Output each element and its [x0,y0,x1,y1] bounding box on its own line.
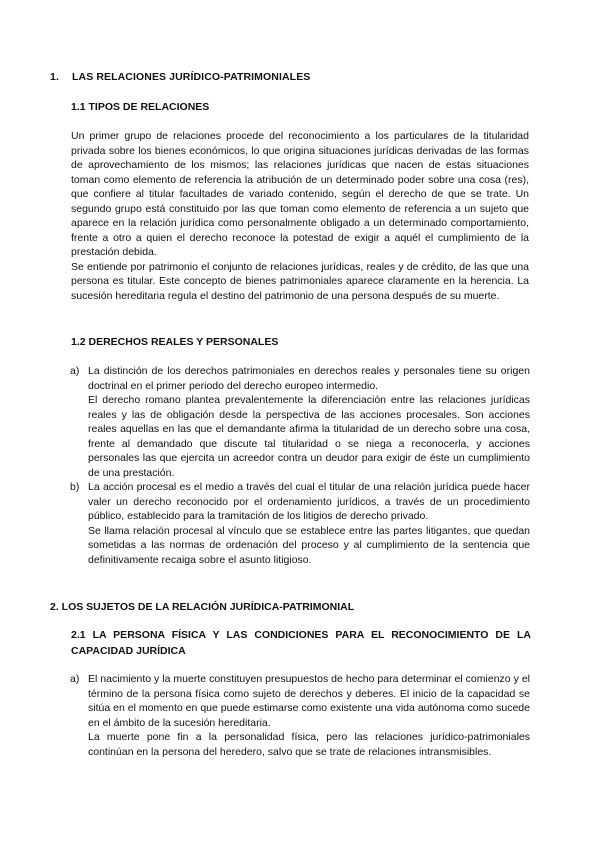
section-2-1-heading: 2.1 LA PERSONA FÍSICA Y LAS CONDICIONES PARA EL RECONOCIMIENTO DE LA CAPACIDAD JURÍDICA [71,629,531,657]
paragraph: Se entiende por patrimonio el conjunto de relaciones jurídicas, reales y de crédito, de las que una persona es titular. Este concepto de bienes patrimoniales aparece claramente en la herencia. La sucesión hereditaria regula el destino del patrimonio de una persona después de su muerte. [71,260,529,302]
section-1-title: LAS RELACIONES JURÍDICO-PATRIMONIALES [72,71,311,83]
list-marker: b) [70,481,80,493]
paragraph: El nacimiento y la muerte constituyen presupuestos de hecho para determinar el comienzo y el término de la persona física como sujeto de derechos y deberes. El inicio de la capacidad se sitúa en el momento en que puede estimarse como existente una vida autónoma como sucede en el ámbito de la sucesión hereditaria. [88,673,530,729]
section-1-1-heading: 1.1 TIPOS DE RELACIONES [71,101,210,113]
paragraph: Se llama relación procesal al vínculo que se establece entre las partes litigantes, que quedan sometidas a las normas de ordenación del proceso y al cumplimiento de la sentencia que definitivamente recaiga sobre el asunto litigioso. [88,524,530,566]
paragraph: La distinción de los derechos patrimoniales en derechos reales y personales tiene su origen doctrinal en el primer periodo del derecho europeo intermedio. [88,365,530,392]
section-1-number: 1. [50,71,59,83]
section-2-heading: 2. LOS SUJETOS DE LA RELACIÓN JURÍDICA-PATRIMONIAL [50,601,355,613]
list-marker: a) [70,365,80,377]
section-1-2-heading: 1.2 DERECHOS REALES Y PERSONALES [71,336,279,348]
list-marker: a) [70,673,80,685]
section-1-1-body [71,129,529,303]
paragraph: Un primer grupo de relaciones procede del reconocimiento a los particulares de la titularidad privada sobre los bienes económicos, lo que origina situaciones jurídicas derivadas de las formas de aprovechamiento de los mismos; las relaciones jurídicas que nacen de estas situaciones toman como elemento de referencia la atribución de un determinado poder sobre una cosa (res), que confiere al titular facultades de variado contenido, según el derecho de que se trate. Un segundo grupo está constituido por las que toman como elemento de referencia a un sujeto que aparece en la relación jurídica como personalmente obligado a un determinado comportamiento, frente a otro a quien el derecho reconoce la potestad de exigir a aquél el cumplimiento de la prestación debida. [71,130,529,258]
list-item [70,672,530,759]
list-item [70,480,530,567]
paragraph: La acción procesal es el medio a través del cual el titular de una relación jurídica puede hacer valer un derecho reconocido por el ordenamiento jurídicos, a través de un procedimiento público, establecido para la tramitación de los litigios de derecho privado. [88,481,530,522]
section-1-heading [50,71,310,83]
paragraph: El derecho romano plantea prevalentemente la diferenciación entre las relaciones jurídicas reales y las de obligación desde la perspectiva de las acciones procesales. Son acciones reales aquellas en las que el demandante afirma la titularidad de un derecho sobre una cosa, frente al demandado que discute tal titularidad o se niega a reconocerla, y acciones personales las que ejercita un acreedor contra un deudor para exigir de éste un cumplimiento de una prestación. [88,394,530,479]
paragraph: La muerte pone fin a la personalidad física, pero las relaciones jurídico-patrimoniales continúan en la persona del heredero, salvo que se trate de relaciones intransmisibles. [88,731,530,758]
list-item [70,364,530,480]
